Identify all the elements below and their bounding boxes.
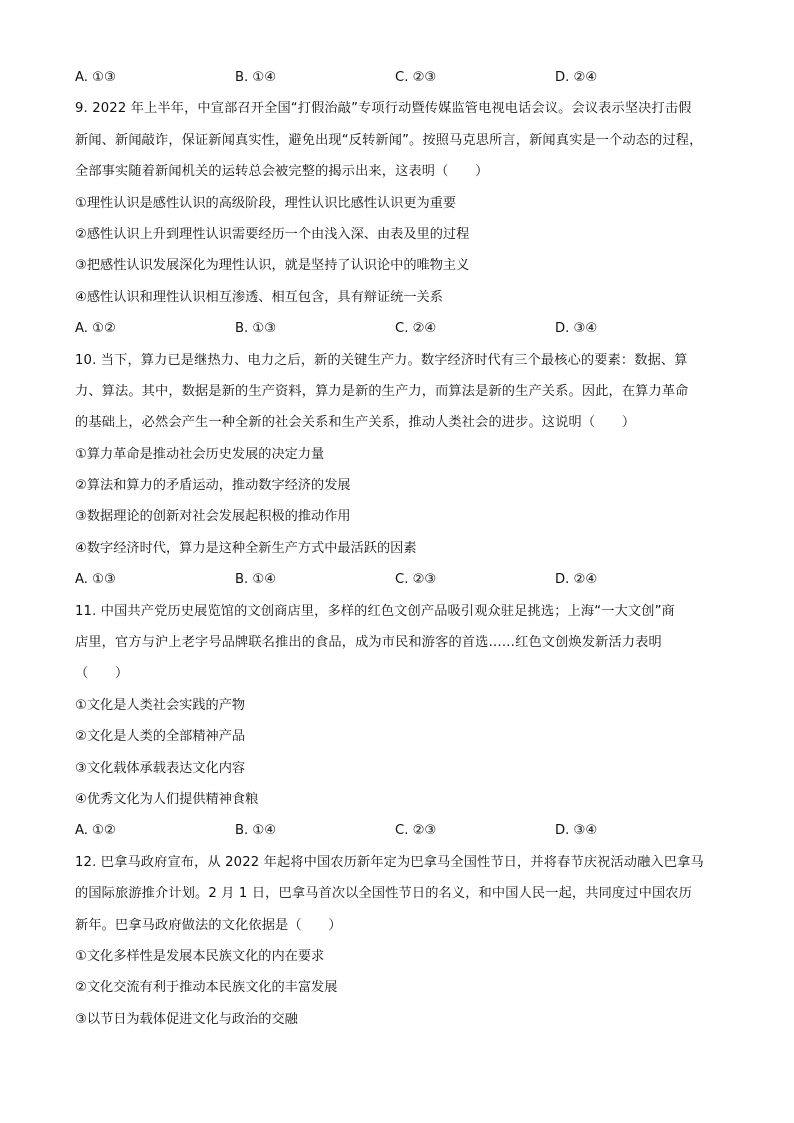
option-item: C. ②③	[395, 823, 437, 839]
statement-item: ③文化载体承载表达文化内容	[75, 760, 246, 776]
question-block	[75, 596, 725, 847]
question-stem-line: 新闻、新闻敲诈，保证新闻真实性，避免出现“反转新闻”。按照马克思所言，新闻真实是一个动态的过程，	[75, 132, 703, 148]
options-row	[75, 564, 725, 595]
statement-item: ③数据理论的创新对社会发展起积极的推动作用	[75, 509, 351, 525]
statement-item: ②文化是人类的全部精神产品	[75, 729, 246, 745]
statement-item: ④数字经济时代，算力是这种全新生产方式中最活跃的因素	[75, 540, 417, 556]
question-block	[75, 93, 725, 344]
option-b: B. ①④	[235, 70, 277, 85]
statement-item: ③把感性认识发展深化为理性认识，就是坚持了认识论中的唯物主义	[75, 258, 470, 274]
question-stem-line: 9. 2022 年上半年，中宣部召开全国“打假治敲”专项行动暨传媒监管电视电话会议。会议表示坚决打击假	[75, 101, 692, 117]
option-item: D. ③④	[555, 823, 598, 839]
statement-item: ②文化交流有利于推动本民族文化的丰富发展	[75, 980, 338, 996]
option-item: C. ②④	[395, 321, 437, 337]
question-stem-line: 的国际旅游推介计划。2 月 1 日，巴拿马首次以全国性节日的名义，和中国人民一起，共同度过中国农历	[75, 886, 692, 902]
question-stem-line: 力、算法。其中，数据是新的生产资料，算力是新的生产力，而算法是新的生产关系。因此，在算力革命	[75, 383, 689, 399]
question-stem-line: 的基础上，必然会产生一种全新的社会关系和生产关系，推动人类社会的进步。这说明（ ）	[75, 415, 636, 431]
question-stem-line: 新年。巴拿马政府做法的文化依据是（ ）	[75, 917, 342, 933]
statement-item: ①文化多样性是发展本民族文化的内在要求	[75, 948, 325, 964]
option-item: D. ③④	[555, 321, 598, 337]
statement-item: ①理性认识是感性认识的高级阶段，理性认识比感性认识更为重要	[75, 195, 457, 211]
question-stem-line: 全部事实随着新闻机关的运转总会被完整的揭示出来，这表明（ ）	[75, 164, 489, 180]
option-item: C. ②③	[395, 572, 437, 588]
option-a: A. ①③	[75, 70, 116, 85]
option-item: B. ①④	[235, 823, 277, 839]
option-item: B. ①④	[235, 572, 277, 588]
question-stem-line: 11. 中国共产党历史展览馆的文创商店里，多样的红色文创产品吸引观众驻足挑选；上海“一大文创”商	[75, 603, 675, 619]
statement-item: ④优秀文化为人们提供精神食粮	[75, 791, 259, 807]
statement-item: ④感性认识和理性认识相互渗透、相互包含，具有辩证统一关系	[75, 289, 443, 305]
statement-item: ②算法和算力的矛盾运动，推动数字经济的发展	[75, 478, 351, 494]
question-stem-line: 店里，官方与沪上老字号品牌联名推出的食品，成为市民和游客的首选……红色文创焕发新活力表明	[75, 635, 662, 651]
statement-item: ①文化是人类社会实践的产物	[75, 697, 246, 713]
question-block	[75, 847, 725, 1035]
question-block	[75, 345, 725, 596]
question-stem-line: 12. 巴拿马政府宣布，从 2022 年起将中国农历新年定为巴拿马全国性节日，并将春节庆祝活动融入巴拿马	[75, 854, 704, 870]
option-d: D. ②④	[555, 70, 598, 85]
question-stem-line: （ ）	[75, 666, 129, 682]
option-item: A. ①②	[75, 823, 116, 839]
options-row	[75, 313, 725, 344]
statement-item: ①算力革命是推动社会历史发展的决定力量	[75, 446, 325, 462]
statement-item: ②感性认识上升到理性认识需要经历一个由浅入深、由表及里的过程	[75, 226, 470, 242]
question-stem-line: 10. 当下，算力已是继热力、电力之后，新的关键生产力。数字经济时代有三个最核心的要素：数据、算	[75, 352, 688, 368]
option-item: A. ①②	[75, 321, 116, 337]
options-row	[75, 815, 725, 846]
exam-content	[75, 62, 725, 1035]
option-c: C. ②③	[395, 70, 437, 85]
option-item: A. ①③	[75, 572, 116, 588]
top-options-row	[75, 62, 725, 93]
statement-item: ③以节日为载体促进文化与政治的交融	[75, 1011, 298, 1027]
option-item: D. ②④	[555, 572, 598, 588]
option-item: B. ①③	[235, 321, 277, 337]
